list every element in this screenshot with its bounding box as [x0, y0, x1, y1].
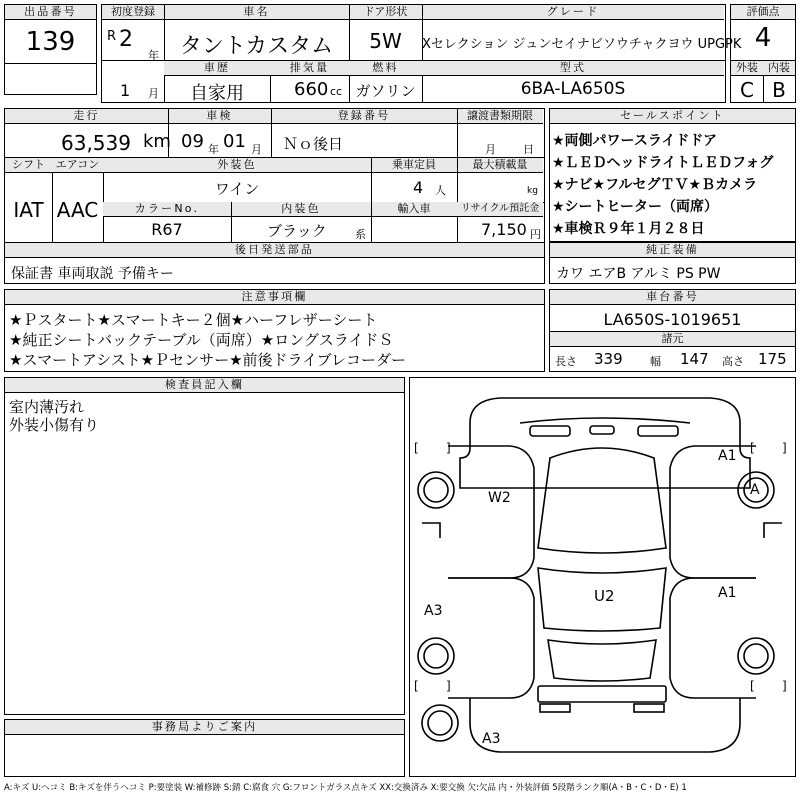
door-type: 5W — [369, 29, 402, 53]
later-parts: 保証書 車両取説 予備キー — [11, 266, 174, 282]
car-name-label: 車名 — [164, 5, 349, 20]
exterior-grade: C — [740, 78, 754, 102]
kei-unit: 系 — [355, 228, 366, 241]
history-label: 車歴 — [164, 61, 270, 76]
lot-box — [4, 4, 97, 95]
score: 4 — [754, 23, 772, 53]
note-3: ★スマートアシスト★Ｐセンサー★前後ドライブレコーダー — [9, 351, 407, 369]
fuel: ガソリン — [355, 82, 416, 100]
interior-label: 内装 — [763, 61, 795, 76]
wid-label: 幅 — [650, 355, 661, 368]
selling-point-4: ★シートヒーター（両席） — [552, 199, 718, 215]
selling-point-3: ★ナビ★フルセグＴＶ★Ｂカメラ — [552, 177, 758, 193]
history: 自家用 — [190, 83, 244, 104]
chassis-number: LA650S-1019651 — [603, 310, 742, 329]
mileage: 63,539 — [61, 131, 131, 155]
inspector-note-2: 外装小傷有り — [9, 416, 100, 434]
car-diagram — [410, 378, 794, 775]
office-box — [4, 719, 405, 777]
chassis-label: 車台番号 — [550, 290, 795, 305]
grade-label: グレード — [422, 5, 724, 20]
interior-grade: B — [772, 78, 786, 102]
import-label: 輸入車 — [371, 202, 457, 217]
notes-label: 注意事項欄 — [5, 290, 544, 305]
standard-eq-label: 純正装備 — [550, 243, 795, 258]
model: 6BA-LA650S — [520, 79, 626, 99]
recycle-label: リサイクル預託金 — [457, 202, 543, 217]
note-2: ★純正シートバックテーブル（両席）★ロングスライドＳ — [9, 331, 394, 349]
transfer-label: 譲渡書類期限 — [457, 109, 543, 124]
shift: IAT — [13, 198, 44, 222]
score-label: 評価点 — [731, 5, 795, 20]
door-label: ドア形状 — [349, 5, 422, 20]
svg-text:]: ] — [446, 679, 451, 693]
first-reg-label: 初度登録 — [102, 5, 164, 20]
person-unit: 人 — [435, 184, 446, 197]
displacement: 660 — [294, 79, 329, 100]
ac-label: エアコン — [52, 158, 103, 173]
fuel-label: 燃料 — [349, 61, 422, 76]
cc-unit: cc — [330, 85, 343, 98]
model-label: 型式 — [422, 61, 724, 76]
year-unit: 年 — [148, 49, 159, 62]
spec-box — [101, 60, 726, 103]
insp-month-unit: 月 — [251, 143, 262, 156]
svg-text:]: ] — [782, 441, 787, 455]
mark-a3-bottom: A3 — [482, 731, 501, 747]
yen-unit: 円 — [530, 228, 541, 241]
int-color: ブラック — [267, 222, 327, 240]
insp-month: 01 — [223, 131, 246, 152]
ext-color: ワイン — [214, 180, 260, 198]
transfer-day-unit: 日 — [523, 143, 534, 156]
kg-unit: kg — [527, 186, 538, 196]
color-no: R67 — [151, 220, 183, 239]
hgt-label: 高さ — [722, 355, 744, 368]
details-box — [4, 157, 545, 243]
svg-text:[: [ — [750, 441, 755, 455]
mileage-box — [4, 108, 545, 158]
recycle: 7,150 — [481, 220, 527, 239]
office-label: 事務局よりご案内 — [5, 720, 404, 735]
capacity-label: 乗車定員 — [371, 158, 457, 173]
later-parts-box — [4, 242, 545, 284]
lot-label: 出品番号 — [5, 5, 96, 20]
mark-a3-left: A3 — [424, 603, 443, 619]
selling-point-1: ★両側パワースライドドア — [552, 133, 718, 149]
selling-point-2: ★ＬＥＤヘッドライトＬＥＤフォグ — [552, 155, 774, 171]
max-load-label: 最大積載量 — [457, 158, 543, 173]
month-unit: 月 — [148, 87, 159, 100]
selling-points-box — [549, 108, 796, 242]
ac: AAC — [56, 198, 99, 222]
insp-year-unit: 年 — [208, 143, 219, 156]
mark-a1-top: A1 — [718, 448, 737, 464]
plate: Ｎｏ後日 — [283, 135, 344, 153]
len-label: 長さ — [555, 355, 577, 368]
selling-point-5: ★車検Ｒ９年１月２８日 — [552, 221, 705, 237]
legend: A:キズ U:ヘコミ B:キズを伴うヘコミ P:要塗装 W:補修跡 S:錆 C:腐食 穴 G:フロントガラス点キズ XX:交換済み X:要交換 欠:欠品 内・外装評価 5段階ランク順(A・B・C・D・E) 1 — [4, 783, 687, 793]
grade-box — [730, 60, 796, 103]
inspector-box — [4, 377, 405, 715]
reg-year: 2 — [119, 27, 133, 52]
grade: Xセレクション ジュンセイナビソウチャクヨウ UPGPK — [422, 37, 742, 52]
inspector-label: 検査員記入欄 — [5, 378, 404, 393]
reg-month: 1 — [120, 81, 131, 100]
inspector-note-1: 室内薄汚れ — [9, 398, 85, 416]
width: 147 — [680, 350, 709, 368]
inspection-label: 車検 — [168, 109, 271, 124]
km-unit: km — [143, 131, 171, 152]
selling-label: セールスポイント — [550, 109, 795, 124]
svg-text:]: ] — [782, 679, 787, 693]
mark-u2: U2 — [594, 587, 615, 605]
svg-text:[: [ — [414, 441, 419, 455]
svg-text:[: [ — [750, 679, 755, 693]
chassis-box — [549, 289, 796, 372]
era: R — [107, 29, 117, 44]
svg-text:[: [ — [414, 679, 419, 693]
car-diagram-box — [409, 377, 796, 777]
int-color-label: 内装色 — [231, 202, 371, 217]
standard-eq: カワ エアB アルミ PS PW — [556, 266, 721, 282]
color-no-label: カラーNo. — [103, 202, 231, 217]
transfer-month-unit: 月 — [485, 143, 496, 156]
capacity: 4 — [413, 178, 424, 197]
header-box — [101, 4, 742, 62]
mark-w2: W2 — [488, 490, 511, 506]
note-1: ★Ｐスタート★スマートキー２個★ハーフレザーシート — [9, 311, 378, 329]
ext-color-label: 外装色 — [103, 158, 371, 173]
car-name: タントカスタム — [179, 34, 334, 59]
length: 339 — [594, 350, 623, 368]
lot-number: 139 — [25, 27, 76, 57]
plate-label: 登録番号 — [271, 109, 457, 124]
svg-text:]: ] — [446, 441, 451, 455]
insp-year: 09 — [181, 131, 204, 152]
height: 175 — [758, 350, 787, 368]
notes-box — [4, 289, 545, 372]
mileage-label: 走行 — [5, 109, 168, 124]
dims-label: 諸元 — [550, 331, 795, 347]
exterior-label: 外装 — [731, 61, 763, 76]
mark-a1-mid: A1 — [718, 585, 737, 601]
standard-eq-box — [549, 242, 796, 284]
shift-label: シフト — [5, 158, 52, 173]
displacement-label: 排気量 — [270, 61, 349, 76]
score-box — [730, 4, 796, 61]
later-parts-label: 後日発送部品 — [5, 243, 544, 258]
mark-a: A — [750, 482, 760, 498]
